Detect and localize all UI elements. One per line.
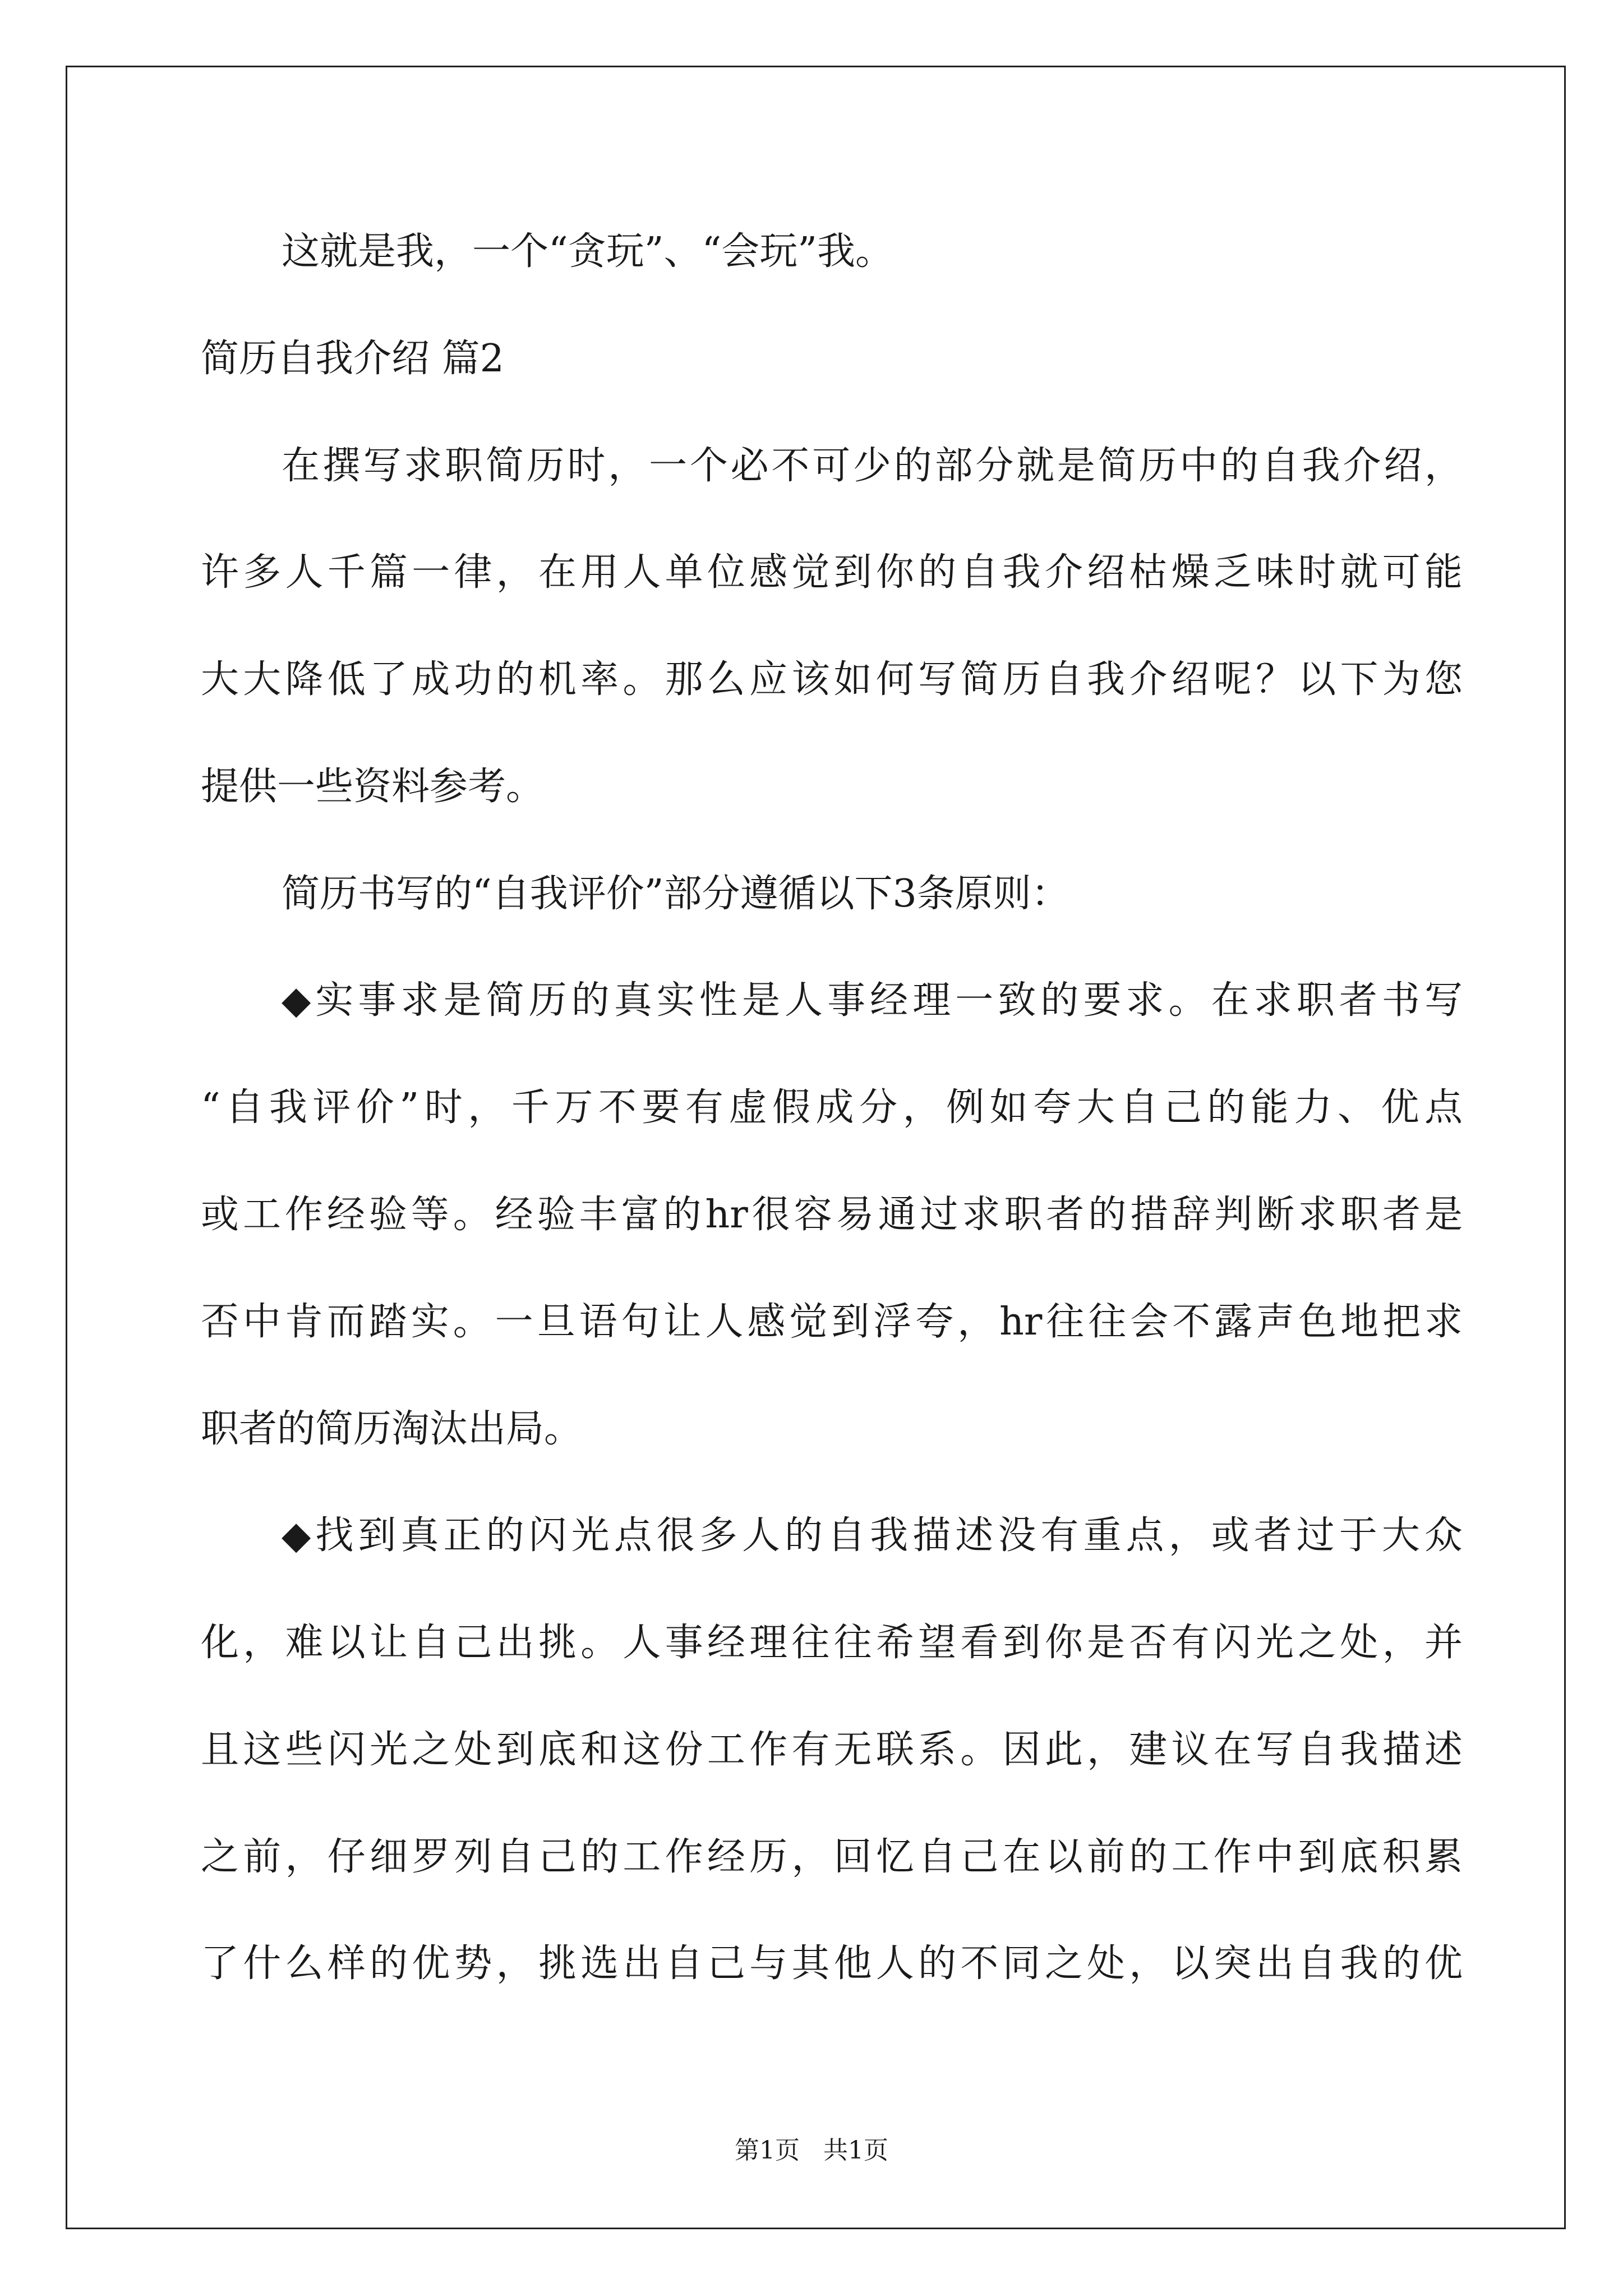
page-number-footer: 第1页 共1页: [735, 2136, 888, 2165]
text-line: 许多人千篇一律，在用人单位感觉到你的自我介绍枯燥乏味时就可能: [201, 550, 1463, 595]
text-line: 大大降低了成功的机率。那么应该如何写简历自我介绍呢？以下为您: [201, 657, 1463, 702]
text-line: ◆实事求是简历的真实性是人事经理一致的要求。在求职者书写: [282, 978, 1463, 1023]
text-line: 否中肯而踏实。一旦语句让人感觉到浮夸，hr往往会不露声色地把求: [201, 1300, 1463, 1344]
text-line: 之前，仔细罗列自己的工作经历，回忆自己在以前的工作中到底积累: [201, 1835, 1463, 1879]
text-line: 简历书写的“自我评价”部分遵循以下3条原则：: [282, 872, 1069, 916]
page-border: [66, 66, 1566, 2229]
text-line: 职者的简历淘汰出局。: [201, 1407, 583, 1451]
text-line: “自我评价”时，千万不要有虚假成分，例如夸大自己的能力、优点: [201, 1085, 1463, 1130]
text-line: 在撰写求职简历时，一个必不可少的部分就是简历中的自我介绍，: [282, 444, 1463, 488]
text-line: 这就是我，一个“贪玩”、“会玩”我。: [282, 229, 894, 274]
text-line: 了什么样的优势，挑选出自己与其他人的不同之处，以突出自我的优: [201, 1941, 1463, 1986]
text-line: 且这些闪光之处到底和这份工作有无联系。因此，建议在写自我描述: [201, 1728, 1463, 1772]
text-line: 化，难以让自己出挑。人事经理往往希望看到你是否有闪光之处，并: [201, 1621, 1463, 1665]
section-heading: 简历自我介绍 篇2: [201, 337, 504, 381]
text-line: ◆找到真正的闪光点很多人的自我描述没有重点，或者过于大众: [282, 1513, 1463, 1558]
text-line: 或工作经验等。经验丰富的hr很容易通过求职者的措辞判断求职者是: [201, 1193, 1463, 1237]
text-line: 提供一些资料参考。: [201, 765, 545, 809]
